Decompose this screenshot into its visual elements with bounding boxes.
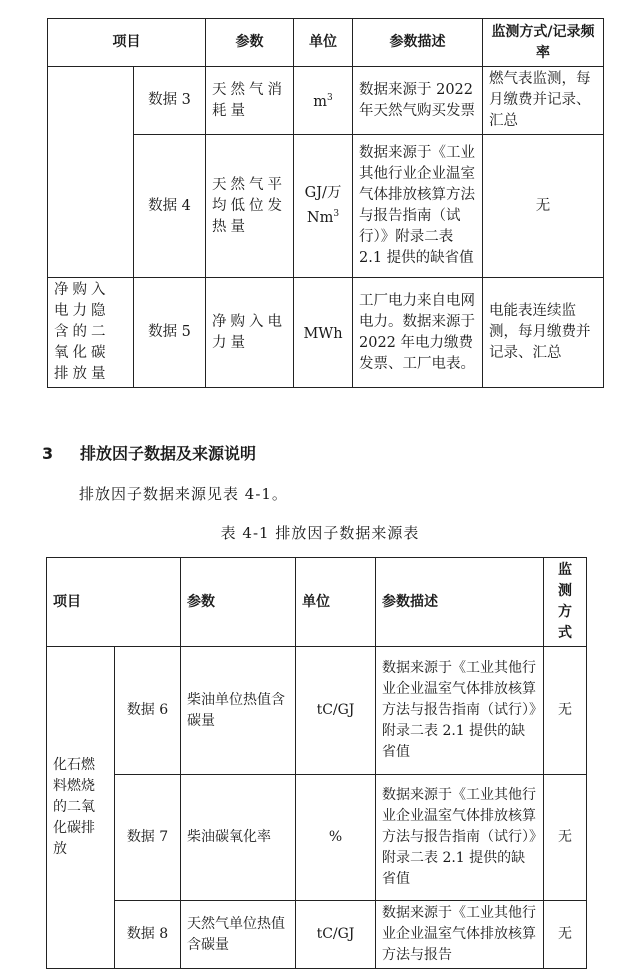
- monitor-method: 无: [544, 901, 587, 969]
- param-description: 工厂电力来自电网电力。数据来源于 2022 年电力缴费发票、工厂电表。: [353, 278, 483, 388]
- data-id: 数据 4: [134, 135, 206, 278]
- header-description: 参数描述: [376, 558, 544, 647]
- table-row: [48, 278, 604, 388]
- group-cell-empty: [48, 67, 134, 278]
- header-item: 项目: [48, 19, 206, 67]
- table-caption: 表 4-1 排放因子数据来源表: [220, 524, 420, 542]
- header-description: 参数描述: [353, 19, 483, 67]
- param-name: 柴油碳氧化率: [181, 775, 296, 901]
- header-unit: 单位: [296, 558, 376, 647]
- section-heading: [42, 441, 256, 464]
- param-name: 天然气消耗量: [206, 67, 294, 135]
- unit-cell: tC/GJ: [296, 901, 376, 969]
- header-method: 监测方式/记录频率: [483, 19, 604, 67]
- table-row: [47, 647, 587, 775]
- param-name: 天然气平均低位发热量: [206, 135, 294, 278]
- table-row: [48, 67, 604, 135]
- param-description: 数据来源于 2022 年天然气购买发票: [353, 67, 483, 135]
- table-row: [47, 775, 587, 901]
- header-unit: 单位: [294, 19, 353, 67]
- data-id: 数据 8: [115, 901, 181, 969]
- monitor-method: 无: [483, 135, 604, 278]
- section-title: 排放因子数据及来源说明: [80, 444, 257, 463]
- body-paragraph: 排放因子数据来源见表 4-1。: [79, 485, 288, 503]
- emission-factor-table: [46, 557, 587, 969]
- data-id: 数据 6: [115, 647, 181, 775]
- unit-cell: GJ/万Nm$^3$: [294, 135, 353, 278]
- monitor-method: 电能表连续监测，每月缴费并记录、汇总: [483, 278, 604, 388]
- section-number: 3: [42, 444, 54, 463]
- param-name: 天然气单位热值含碳量: [181, 901, 296, 969]
- unit-cell: MWh: [294, 278, 353, 388]
- param-name: 柴油单位热值含碳量: [181, 647, 296, 775]
- monitor-method: 无: [544, 647, 587, 775]
- header-param: 参数: [206, 19, 294, 67]
- header-method: 监测方式: [544, 558, 587, 647]
- table-row: [47, 901, 587, 969]
- unit-cell: tC/GJ: [296, 647, 376, 775]
- unit-cell: %: [296, 775, 376, 901]
- param-description: 数据来源于《工业其他行业企业温室气体排放核算方法与报告指南（试行）》附录二表 2.1 提供的缺省值: [376, 775, 544, 901]
- data-id: 数据 5: [134, 278, 206, 388]
- header-item: 项目: [47, 558, 181, 647]
- emission-data-table-continued: [47, 18, 604, 388]
- param-description: 数据来源于《工业其他行业企业温室气体排放核算方法与报告: [376, 901, 544, 969]
- data-id: 数据 3: [134, 67, 206, 135]
- group-cell: 化石燃料燃烧的二氧化碳排放: [47, 647, 115, 969]
- monitor-method: 燃气表监测，每月缴费并记录、汇总: [483, 67, 604, 135]
- param-description: 数据来源于《工业其他行业企业温室气体排放核算方法与报告指南（试行）》附录二表 2.1 提供的缺省值: [376, 647, 544, 775]
- data-id: 数据 7: [115, 775, 181, 901]
- group-cell: 净购入电力隐含的二氧化碳排放量: [48, 278, 134, 388]
- unit-cell: $m^3$: [294, 67, 353, 135]
- monitor-method: 无: [544, 775, 587, 901]
- param-name: 净购入电力量: [206, 278, 294, 388]
- param-description: 数据来源于《工业其他行业企业温室气体排放核算方法与报告指南（试行）》附录二表 2.1 提供的缺省值: [353, 135, 483, 278]
- header-param: 参数: [181, 558, 296, 647]
